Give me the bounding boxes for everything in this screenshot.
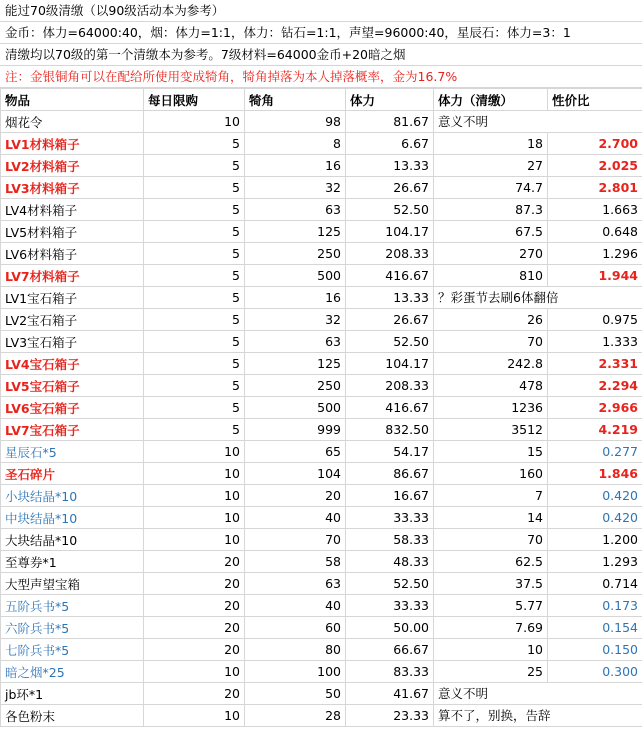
cell-value-ratio: 2.966	[548, 397, 642, 419]
cell-stamina: 81.67	[346, 111, 434, 133]
cell-horn: 250	[245, 375, 346, 397]
table-row	[1, 111, 642, 133]
table-row	[1, 617, 642, 639]
cell-item-name: 大型声望宝箱	[1, 573, 144, 595]
cell-horn: 63	[245, 199, 346, 221]
cell-value-ratio: 2.801	[548, 177, 642, 199]
header-stamina: 体力	[346, 89, 434, 111]
cell-daily-limit: 20	[144, 639, 245, 661]
table-row	[1, 419, 642, 441]
cell-item-name: LV2宝石箱子	[1, 309, 144, 331]
cell-stamina: 6.67	[346, 133, 434, 155]
cell-daily-limit: 10	[144, 661, 245, 683]
note-line-1: 能过70级清缴（以90级活动本为参考）	[0, 0, 642, 22]
cell-daily-limit: 5	[144, 221, 245, 243]
remark-text: 意义不明	[438, 686, 489, 701]
cell-horn: 40	[245, 595, 346, 617]
cell-horn: 100	[245, 661, 346, 683]
table-row	[1, 287, 642, 309]
cell-item-name: LV7材料箱子	[1, 265, 144, 287]
cell-daily-limit: 5	[144, 199, 245, 221]
cell-value-ratio: 0.154	[548, 617, 642, 639]
cell-value-ratio: 0.648	[548, 221, 642, 243]
cell-daily-limit: 5	[144, 419, 245, 441]
table-row	[1, 661, 642, 683]
cell-horn: 500	[245, 397, 346, 419]
cell-daily-limit: 5	[144, 177, 245, 199]
cell-horn: 16	[245, 155, 346, 177]
cell-horn: 250	[245, 243, 346, 265]
cell-item-name: 六阶兵书*5	[1, 617, 144, 639]
cell-stamina-clear: 3512	[434, 419, 548, 441]
table-row	[1, 705, 642, 727]
cell-stamina: 58.33	[346, 529, 434, 551]
cell-item-name: LV4宝石箱子	[1, 353, 144, 375]
cell-stamina-clear: 62.5	[434, 551, 548, 573]
table-row	[1, 683, 642, 705]
table-row	[1, 177, 642, 199]
table-row	[1, 551, 642, 573]
cell-horn: 500	[245, 265, 346, 287]
cell-item-name: LV6材料箱子	[1, 243, 144, 265]
cell-stamina-clear: 478	[434, 375, 548, 397]
cell-stamina-clear: 810	[434, 265, 548, 287]
cell-value-ratio: 0.420	[548, 507, 642, 529]
cell-stamina-clear: 70	[434, 331, 548, 353]
cell-item-name: LV6宝石箱子	[1, 397, 144, 419]
table-row	[1, 463, 642, 485]
remark-text: 意义不明	[438, 114, 489, 129]
cell-horn: 63	[245, 573, 346, 595]
cell-daily-limit: 10	[144, 529, 245, 551]
cell-item-name: LV1材料箱子	[1, 133, 144, 155]
cell-stamina-clear: 10	[434, 639, 548, 661]
cell-stamina-clear: 160	[434, 463, 548, 485]
cell-item-name: 大块结晶*10	[1, 529, 144, 551]
note-line-3: 清缴均以70级的第一个清缴本为参考。7级材料=64000金币+20暗之烟	[0, 44, 642, 66]
cell-daily-limit: 5	[144, 397, 245, 419]
cell-item-name: LV2材料箱子	[1, 155, 144, 177]
table-row	[1, 441, 642, 463]
cell-value-ratio: 0.150	[548, 639, 642, 661]
header-item: 物品	[1, 89, 144, 111]
cell-value-ratio: 0.173	[548, 595, 642, 617]
cell-item-name: LV5材料箱子	[1, 221, 144, 243]
cell-horn: 40	[245, 507, 346, 529]
cell-item-name: 五阶兵书*5	[1, 595, 144, 617]
header-horn: 犄角	[245, 89, 346, 111]
cell-daily-limit: 5	[144, 287, 245, 309]
cell-stamina: 104.17	[346, 221, 434, 243]
cell-stamina-clear: 25	[434, 661, 548, 683]
cell-stamina-clear: 27	[434, 155, 548, 177]
cell-item-name: 圣石碎片	[1, 463, 144, 485]
cell-stamina-clear: 74.7	[434, 177, 548, 199]
cell-stamina: 16.67	[346, 485, 434, 507]
table-body	[1, 111, 642, 727]
cell-horn: 63	[245, 331, 346, 353]
cell-stamina: 208.33	[346, 375, 434, 397]
cell-item-name: LV5宝石箱子	[1, 375, 144, 397]
cell-stamina: 416.67	[346, 397, 434, 419]
cell-stamina: 13.33	[346, 155, 434, 177]
table-header-row	[1, 89, 642, 111]
cell-stamina-clear: 15	[434, 441, 548, 463]
cell-value-ratio: 0.420	[548, 485, 642, 507]
cell-remark	[434, 705, 642, 727]
cell-item-name: 中块结晶*10	[1, 507, 144, 529]
cell-stamina: 52.50	[346, 199, 434, 221]
cell-item-name: 七阶兵书*5	[1, 639, 144, 661]
cell-value-ratio: 4.219	[548, 419, 642, 441]
cell-horn: 58	[245, 551, 346, 573]
cell-value-ratio: 0.975	[548, 309, 642, 331]
cell-daily-limit: 10	[144, 485, 245, 507]
cell-stamina-clear: 18	[434, 133, 548, 155]
cell-horn: 60	[245, 617, 346, 639]
cell-stamina: 52.50	[346, 573, 434, 595]
cell-stamina-clear: 87.3	[434, 199, 548, 221]
cell-remark	[434, 111, 642, 133]
cell-stamina: 66.67	[346, 639, 434, 661]
remark-text: ？彩蛋节去刷6体翻倍	[438, 290, 559, 305]
cell-value-ratio: 1.200	[548, 529, 642, 551]
cell-item-name: LV4材料箱子	[1, 199, 144, 221]
cell-horn: 8	[245, 133, 346, 155]
cell-item-name: LV3宝石箱子	[1, 331, 144, 353]
cell-item-name: 暗之烟*25	[1, 661, 144, 683]
cell-stamina-clear: 1236	[434, 397, 548, 419]
cell-item-name: 烟花令	[1, 111, 144, 133]
cell-value-ratio: 1.293	[548, 551, 642, 573]
cell-horn: 98	[245, 111, 346, 133]
cell-stamina-clear: 70	[434, 529, 548, 551]
cell-daily-limit: 20	[144, 595, 245, 617]
cell-daily-limit: 20	[144, 573, 245, 595]
remark-text: 算不了，别换，告辞	[438, 708, 551, 723]
table-row	[1, 595, 642, 617]
cell-item-name: LV7宝石箱子	[1, 419, 144, 441]
cell-horn: 50	[245, 683, 346, 705]
table-row	[1, 573, 642, 595]
cell-item-name: 小块结晶*10	[1, 485, 144, 507]
cell-stamina-clear: 7	[434, 485, 548, 507]
table-row	[1, 221, 642, 243]
cell-stamina: 50.00	[346, 617, 434, 639]
cell-stamina: 54.17	[346, 441, 434, 463]
cell-horn: 65	[245, 441, 346, 463]
cell-stamina: 52.50	[346, 331, 434, 353]
header-stamina-clear: 体力（清缴）	[434, 89, 548, 111]
cell-daily-limit: 10	[144, 507, 245, 529]
cell-value-ratio: 2.025	[548, 155, 642, 177]
table-row	[1, 265, 642, 287]
cell-stamina-clear: 270	[434, 243, 548, 265]
cell-value-ratio: 2.700	[548, 133, 642, 155]
cell-stamina: 23.33	[346, 705, 434, 727]
cell-horn: 28	[245, 705, 346, 727]
cell-stamina: 13.33	[346, 287, 434, 309]
cell-item-name: jb环*1	[1, 683, 144, 705]
cell-value-ratio: 1.663	[548, 199, 642, 221]
cell-stamina-clear: 7.69	[434, 617, 548, 639]
cell-daily-limit: 10	[144, 111, 245, 133]
cell-stamina-clear: 5.77	[434, 595, 548, 617]
header-daily-limit: 每日限购	[144, 89, 245, 111]
table-row	[1, 133, 642, 155]
cell-stamina: 83.33	[346, 661, 434, 683]
table-row	[1, 507, 642, 529]
table-row	[1, 397, 642, 419]
cell-stamina: 33.33	[346, 507, 434, 529]
cell-horn: 999	[245, 419, 346, 441]
table-row	[1, 529, 642, 551]
cell-daily-limit: 5	[144, 155, 245, 177]
cell-horn: 16	[245, 287, 346, 309]
cell-value-ratio: 2.294	[548, 375, 642, 397]
cell-item-name: LV3材料箱子	[1, 177, 144, 199]
cell-stamina: 416.67	[346, 265, 434, 287]
cell-horn: 125	[245, 353, 346, 375]
cell-horn: 104	[245, 463, 346, 485]
note-line-4-warning: 注：金银铜角可以在配给所使用变成犄角，犄角掉落为本人掉落概率，金为16.7%	[0, 66, 642, 88]
table-row	[1, 309, 642, 331]
cell-horn: 70	[245, 529, 346, 551]
cell-value-ratio: 2.331	[548, 353, 642, 375]
cell-stamina: 26.67	[346, 309, 434, 331]
cell-daily-limit: 10	[144, 705, 245, 727]
header-value-ratio: 性价比	[548, 89, 642, 111]
cell-item-name: 星辰石*5	[1, 441, 144, 463]
cell-daily-limit: 5	[144, 265, 245, 287]
cell-value-ratio: 1.333	[548, 331, 642, 353]
table-row	[1, 199, 642, 221]
cell-horn: 125	[245, 221, 346, 243]
cell-stamina: 26.67	[346, 177, 434, 199]
table-row	[1, 331, 642, 353]
cell-daily-limit: 5	[144, 375, 245, 397]
cell-daily-limit: 20	[144, 683, 245, 705]
cell-daily-limit: 5	[144, 133, 245, 155]
cell-value-ratio: 0.277	[548, 441, 642, 463]
table-row	[1, 485, 642, 507]
cell-stamina: 41.67	[346, 683, 434, 705]
cell-daily-limit: 20	[144, 551, 245, 573]
cell-stamina-clear: 67.5	[434, 221, 548, 243]
cell-value-ratio: 0.714	[548, 573, 642, 595]
cell-stamina: 48.33	[346, 551, 434, 573]
cell-daily-limit: 5	[144, 353, 245, 375]
cell-stamina: 86.67	[346, 463, 434, 485]
cell-daily-limit: 5	[144, 331, 245, 353]
cell-daily-limit: 10	[144, 441, 245, 463]
cell-remark	[434, 287, 642, 309]
table-row	[1, 243, 642, 265]
cell-value-ratio: 1.944	[548, 265, 642, 287]
cell-stamina-clear: 242.8	[434, 353, 548, 375]
cell-value-ratio: 1.296	[548, 243, 642, 265]
cell-remark	[434, 683, 642, 705]
cell-horn: 80	[245, 639, 346, 661]
cell-value-ratio: 0.300	[548, 661, 642, 683]
cell-item-name: 至尊券*1	[1, 551, 144, 573]
cell-daily-limit: 20	[144, 617, 245, 639]
table-row	[1, 353, 642, 375]
cell-item-name: 各色粉末	[1, 705, 144, 727]
cell-stamina: 104.17	[346, 353, 434, 375]
note-line-2: 金币：体力=64000:40，烟：体力=1:1，体力：钻石=1:1，声望=96000:40，星辰石：体力=3：1	[0, 22, 642, 44]
cell-horn: 20	[245, 485, 346, 507]
cell-value-ratio: 1.846	[548, 463, 642, 485]
cell-stamina: 208.33	[346, 243, 434, 265]
cell-stamina: 33.33	[346, 595, 434, 617]
cell-stamina-clear: 14	[434, 507, 548, 529]
cell-horn: 32	[245, 309, 346, 331]
cell-stamina-clear: 37.5	[434, 573, 548, 595]
cell-daily-limit: 10	[144, 463, 245, 485]
table-row	[1, 375, 642, 397]
cell-stamina: 832.50	[346, 419, 434, 441]
cell-daily-limit: 5	[144, 243, 245, 265]
cell-horn: 32	[245, 177, 346, 199]
cell-daily-limit: 5	[144, 309, 245, 331]
cell-item-name: LV1宝石箱子	[1, 287, 144, 309]
cell-stamina-clear: 26	[434, 309, 548, 331]
table-row	[1, 155, 642, 177]
table-row	[1, 639, 642, 661]
item-value-table	[0, 88, 642, 727]
